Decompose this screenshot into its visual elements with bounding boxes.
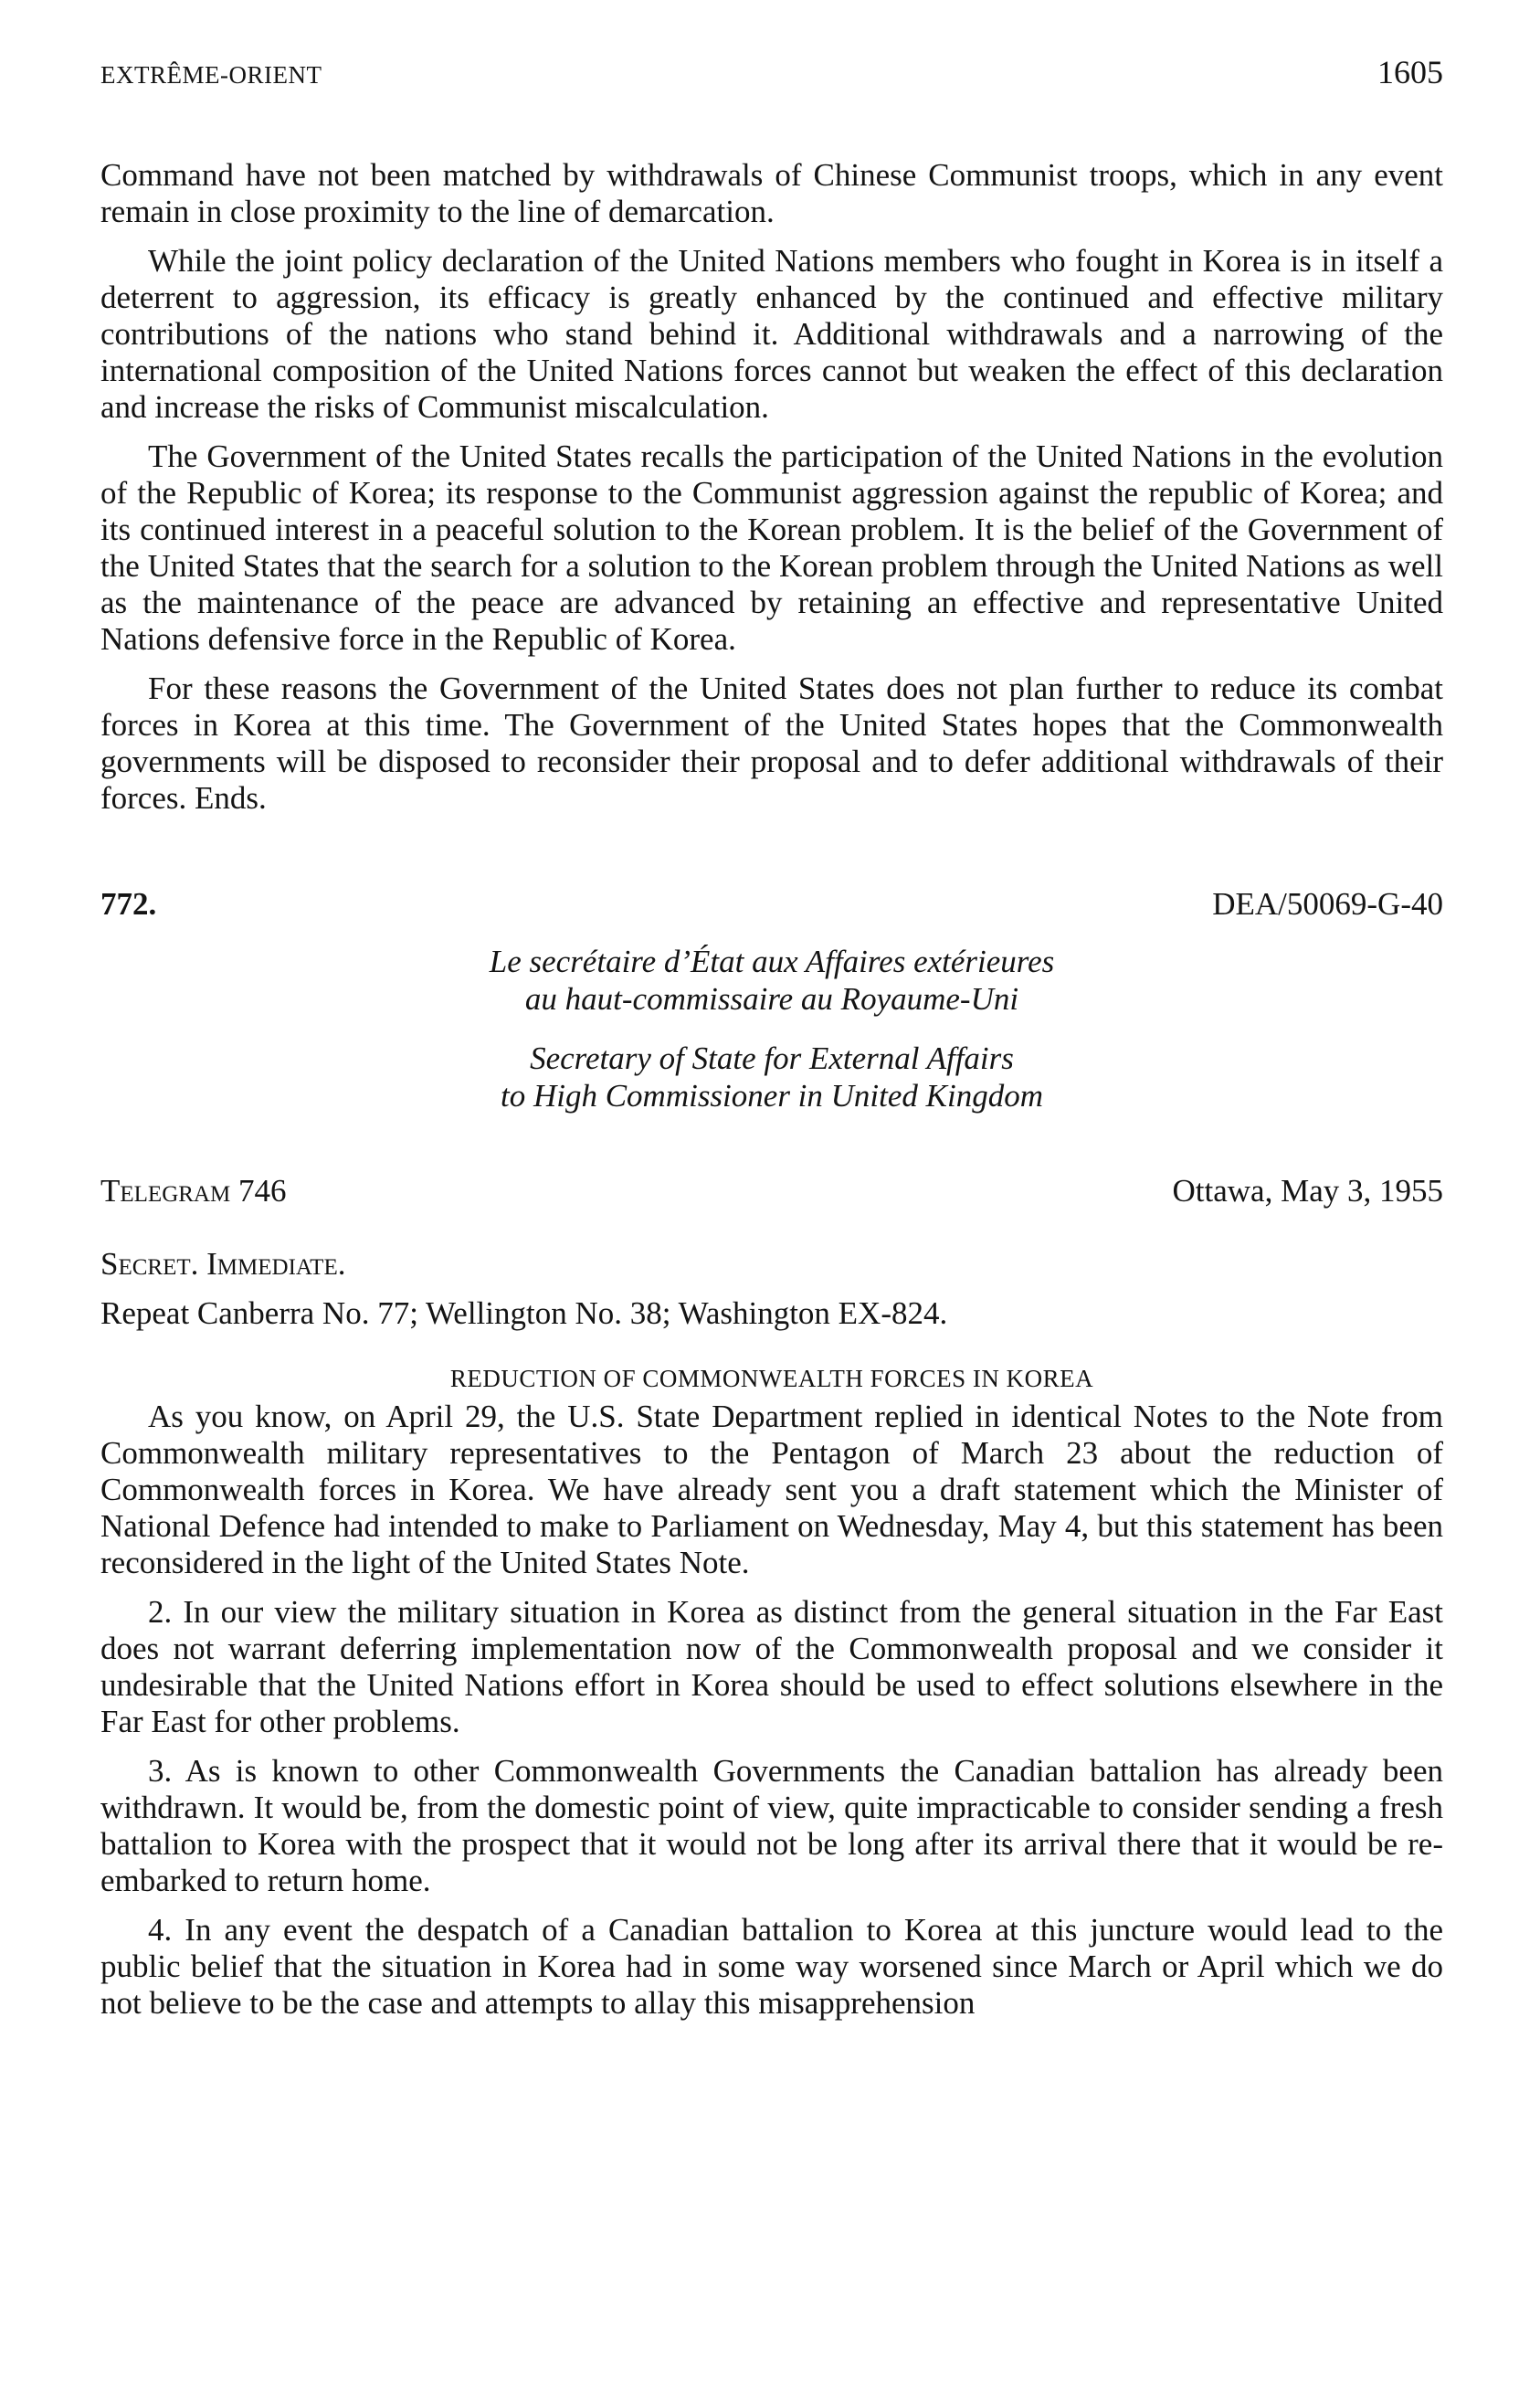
address-french-line-2: au haut-commissaire au Royaume-Uni — [524, 981, 1019, 1017]
telegram-paragraph: 4. In any event the despatch of a Canadian battalion to Korea at this juncture would lead to the public belief that the situation in Korea had in some way worsened since March or April which we do not believe to be the case and attempts to allay this misapprehension — [100, 1912, 1443, 2021]
telegram-id — [100, 1173, 286, 1209]
address-english — [100, 1040, 1443, 1114]
file-reference: DEA/50069-G-40 — [1212, 886, 1443, 922]
classification: Secret. Immediate. — [100, 1246, 346, 1282]
running-head-section: EXTRÊME-ORIENT — [100, 61, 322, 89]
telegram-label: Telegram — [100, 1173, 231, 1209]
subject-heading: REDUCTION OF COMMONWEALTH FORCES IN KOREA — [449, 1365, 1094, 1392]
document-number: 772. — [100, 886, 157, 922]
page-number: 1605 — [1377, 54, 1443, 90]
address-english-line-2: to High Commissioner in United Kingdom — [500, 1078, 1044, 1114]
telegram-number: 746 — [237, 1173, 287, 1209]
telegram-row — [100, 1173, 1443, 1209]
repeat-line: Repeat Canberra No. 77; Wellington No. 38; Washington EX-824. — [100, 1295, 948, 1331]
page-content — [100, 157, 1443, 2022]
body-paragraph: For these reasons the Government of the United States does not plan further to reduce its combat forces in Korea at this time. The Government of the United States hopes that the Commonwealth governments will be disposed to reconsider their proposal and to defer additional withdrawals of their forces. Ends. — [100, 671, 1443, 816]
body-paragraph: While the joint policy declaration of the United Nations members who fought in Korea is in itself a deterrent to aggression, its efficacy is greatly enhanced by the continued and effective military contributions of the nations who stand behind it. Additional withdrawals and a narrowing of the international composition of the United Nations forces cannot but weaken the effect of this declaration and increase the risks of Communist miscalculation. — [100, 243, 1443, 425]
page — [100, 53, 1443, 2022]
continued-paragraph: Command have not been matched by withdrawals of Chinese Communist troops, which in any event remain in close proximity to the line of demarcation. — [100, 157, 1443, 229]
address-english-line-1: Secretary of State for External Affairs — [530, 1040, 1014, 1076]
place-date: Ottawa, May 3, 1955 — [1172, 1173, 1443, 1209]
document-header — [100, 886, 1443, 923]
body-paragraph: The Government of the United States recalls the participation of the United Nations in the evolution of the Republic of Korea; its response to the Communist aggression against the republic of Korea; and its continued interest in a peaceful solution to the Korean problem. It is the belief of the Government of the United States that the search for a solution to the Korean problem through the United Nations as well as the maintenance of the peace are advanced by retaining an effective and representative United Nations defensive force in the Republic of Korea. — [100, 438, 1443, 657]
address-french — [100, 943, 1443, 1018]
telegram-paragraph: 3. As is known to other Commonwealth Governments the Canadian battalion has already been withdrawn. It would be, from the domestic point of view, quite impracticable to consider sending a fresh battalion to Korea with the prospect that it would not be long after its arrival there that it would be re-embarked to return home. — [100, 1753, 1443, 1898]
telegram-paragraph: 2. In our view the military situation in Korea as distinct from the general situation in the Far East does not warrant deferring implementation now of the Commonwealth proposal and we consider it undesirable that the United Nations effort in Korea should be used to effect solutions elsewhere in the Far East for other problems. — [100, 1594, 1443, 1739]
address-french-line-1: Le secrétaire d’État aux Affaires extérieures — [489, 944, 1055, 979]
telegram-paragraph: As you know, on April 29, the U.S. State Department replied in identical Notes to the Note from Commonwealth military representatives to the Pentagon of March 23 about the reduction of Commonwealth forces in Korea. We have already sent you a draft statement which the Minister of National Defence had intended to make to Parliament on Wednesday, May 4, but this statement has been reconsidered in the light of the United States Note. — [100, 1399, 1443, 1580]
running-head — [100, 53, 1443, 104]
